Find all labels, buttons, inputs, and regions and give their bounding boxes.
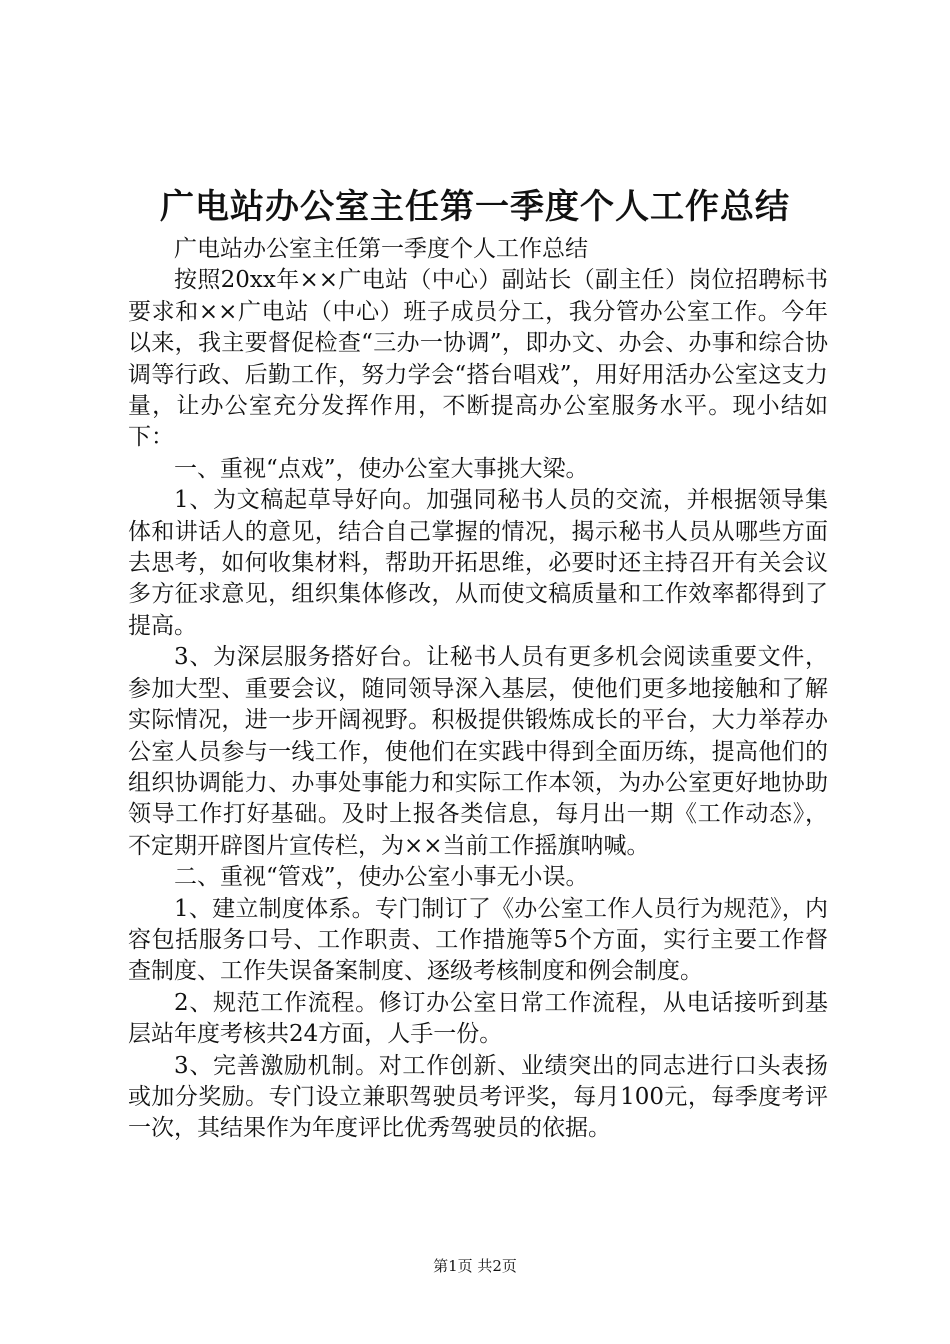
paragraph: 1、为文稿起草导好向。加强同秘书人员的交流，并根据领导集体和讲话人的意见，结合自己掌握的情况，揭示秘书人员从哪些方面去思考，如何收集材料，帮助开拓思维，必要时还主持召开有关会议多方征求意见，组织集体修改，从而使文稿质量和工作效率都得到了提高。 bbox=[128, 487, 828, 639]
page-number-footer: 第1页 共2页 bbox=[433, 1257, 517, 1275]
paragraph: 2、规范工作流程。修订办公室日常工作流程，从电话接听到基层站年度考核共24方面，人手一份。 bbox=[128, 989, 828, 1048]
paragraph: 3、完善激励机制。对工作创新、业绩突出的同志进行口头表扬或加分奖励。专门设立兼职驾驶员考评奖，每月100元，每季度考评一次，其结果作为年度评比优秀驾驶员的依据。 bbox=[128, 1052, 828, 1142]
section-heading: 一、重视“点戏”，使办公室大事挑大梁。 bbox=[174, 455, 589, 482]
paragraph: 按照20xx年××广电站（中心）副站长（副主任）岗位招聘标书要求和××广电站（中心）班子成员分工，我分管办公室工作。今年以来，我主要督促检查“三办一协调”，即办文、办会、办事和综合协调等行政、后勤工作，努力学会“搭台唱戏”，用好用活办公室这支力量，让办公室充分发挥作用，不断提高办公室服务水平。现小结如下： bbox=[128, 267, 828, 451]
document-body bbox=[128, 234, 828, 1145]
paragraph: 1、建立制度体系。专门制订了《办公室工作人员行为规范》，内容包括服务口号、工作职责、工作措施等5个方面，实行主要工作督查制度、工作失误备案制度、逐级考核制度和例会制度。 bbox=[128, 895, 828, 985]
paragraph: 广电站办公室主任第一季度个人工作总结 bbox=[174, 236, 588, 262]
section-heading: 二、重视“管戏”，使办公室小事无小误。 bbox=[174, 864, 589, 891]
paragraph: 3、为深层服务搭好台。让秘书人员有更多机会阅读重要文件，参加大型、重要会议，随同领导深入基层，使他们更多地接触和了解实际情况，进一步开阔视野。积极提供锻炼成长的平台，大力举荐办公室人员参与一线工作，使他们在实践中得到全面历练，提高他们的组织协调能力、办事处事能力和实际工作本领，为办公室更好地协助领导工作打好基础。及时上报各类信息，每月出一期《工作动态》，不定期开辟图片宣传栏，为××当前工作摇旗呐喊。 bbox=[128, 644, 828, 859]
document-title: 广电站办公室主任第一季度个人工作总结 bbox=[160, 187, 790, 227]
